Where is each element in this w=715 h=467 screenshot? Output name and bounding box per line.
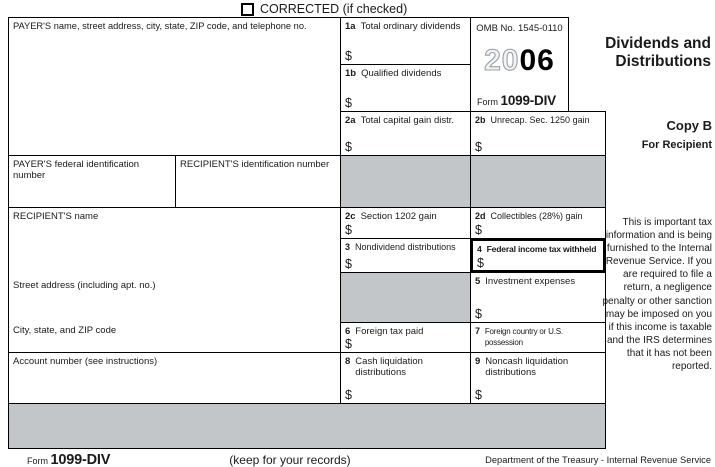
box-5-label: Investment expenses xyxy=(485,276,576,287)
box-4-number: 4 xyxy=(477,244,482,254)
box-1b-dollar-sign: $ xyxy=(345,96,352,110)
payer-federal-id-label: PAYER'S federal identification number xyxy=(13,159,140,181)
box-1b-label: Qualified dividends xyxy=(361,68,442,79)
form-word: Form xyxy=(477,97,498,107)
box-9-number: 9 xyxy=(475,356,481,367)
box-4-federal-income-tax-withheld[interactable] xyxy=(470,238,606,273)
treasury-department-label: Department of the Treasury - Internal Revenue Service xyxy=(485,455,711,465)
box-1a-dollar-sign: $ xyxy=(345,49,352,63)
box-2d-collectibles-gain[interactable] xyxy=(470,207,606,239)
account-number-label: Account number (see instructions) xyxy=(13,356,158,367)
box-3-nondividend-distributions[interactable] xyxy=(340,238,471,273)
form-title xyxy=(575,35,711,71)
omb-number: OMB No. 1545-0110 xyxy=(476,23,563,34)
box-2b-number: 2b xyxy=(475,115,486,125)
form-number: 1099-DIV xyxy=(500,93,556,108)
box-3-label: Nondividend distributions xyxy=(355,242,456,252)
corrected-row xyxy=(241,2,407,16)
box-2d-label: Collectibles (28%) gain xyxy=(490,211,583,221)
form-footer xyxy=(0,451,715,467)
recipient-address-block[interactable] xyxy=(8,207,341,353)
box-2a-label: Total capital gain distr. xyxy=(360,115,455,126)
box-8-cash-liquidation[interactable] xyxy=(340,352,471,404)
box-2a-number: 2a xyxy=(345,115,356,126)
box-2d-number: 2d xyxy=(475,211,486,221)
box-2a-dollar-sign: $ xyxy=(345,140,352,154)
box-2d-dollar-sign: $ xyxy=(475,223,482,237)
box-1a-number: 1a xyxy=(345,21,356,32)
shaded-bottom-band xyxy=(8,403,606,449)
recipient-id-field[interactable] xyxy=(175,155,341,208)
box-6-dollar-sign: $ xyxy=(345,337,352,351)
tax-year-bold: 06 xyxy=(519,44,555,77)
box-2a-total-capital-gain[interactable] xyxy=(340,111,471,156)
footer-form-word: Form xyxy=(27,456,48,466)
box-1b-qualified-dividends[interactable] xyxy=(340,64,471,112)
box-8-label: Cash liquidation distributions xyxy=(355,356,423,378)
corrected-label: CORRECTED (if checked) xyxy=(260,2,408,16)
box-5-dollar-sign: $ xyxy=(475,307,482,321)
box-2c-dollar-sign: $ xyxy=(345,223,352,237)
copy-designation xyxy=(605,118,712,151)
payer-name-label: PAYER'S name, street address, city, state, ZIP code, and telephone no. xyxy=(13,21,307,31)
box-9-label: Noncash liquidation distributions xyxy=(485,356,569,378)
box-5-investment-expenses[interactable] xyxy=(470,272,606,323)
form-title-line2: Distributions xyxy=(615,53,711,70)
tax-year-outline: 20 xyxy=(484,44,520,77)
box-1b-number: 1b xyxy=(345,68,357,79)
box-7-foreign-country[interactable] xyxy=(470,322,606,353)
box-7-label: Foreign country or U.S. possession xyxy=(484,327,563,347)
payer-federal-id-field[interactable] xyxy=(8,155,176,208)
tax-year xyxy=(475,46,564,76)
box-2b-label: Unrecap. Sec. 1250 gain xyxy=(490,115,590,125)
keep-for-records-note: (keep for your records) xyxy=(229,453,351,467)
box-2c-number: 2c xyxy=(345,211,356,222)
recipient-name-label: RECIPIENT'S name xyxy=(13,211,99,222)
box-6-number: 6 xyxy=(345,326,351,337)
copy-b-label: Copy B xyxy=(666,118,712,133)
account-number-field[interactable] xyxy=(8,352,341,404)
box-2b-dollar-sign: $ xyxy=(475,140,482,154)
box-4-label: Federal income tax withheld xyxy=(486,244,597,254)
for-recipient-label: For Recipient xyxy=(641,139,712,151)
box-5-number: 5 xyxy=(475,276,481,287)
recipient-id-label: RECIPIENT'S identification number xyxy=(180,159,330,170)
box-9-noncash-liquidation[interactable] xyxy=(470,352,606,404)
form-title-line1: Dividends and xyxy=(605,35,711,52)
payer-name-field[interactable] xyxy=(8,17,341,156)
box-3-number: 3 xyxy=(345,242,351,252)
box-9-dollar-sign: $ xyxy=(475,388,482,402)
recipient-statement: This is important tax information and is being furnished to the Internal Revenue Service. If you are required to file a return, a negligence penalty or other sanction may be imposed on you if this income is taxable and the IRS determines that it has not been reported. xyxy=(602,217,712,373)
box-1a-total-ordinary-dividends[interactable] xyxy=(340,17,471,65)
box-7-number: 7 xyxy=(475,326,480,336)
footer-form-id: 1099-DIV xyxy=(50,452,111,467)
shaded-cell-left xyxy=(340,155,471,208)
form-number-omb xyxy=(477,95,556,108)
box-3-dollar-sign: $ xyxy=(345,257,352,271)
street-address-label: Street address (including apt. no.) xyxy=(13,280,156,291)
box-6-foreign-tax-paid[interactable] xyxy=(340,322,471,353)
box-2b-unrecap-1250-gain[interactable] xyxy=(470,111,606,156)
city-state-zip-label: City, state, and ZIP code xyxy=(13,325,117,336)
box-8-dollar-sign: $ xyxy=(345,388,352,402)
box-6-label: Foreign tax paid xyxy=(355,326,424,337)
box-2c-section-1202-gain[interactable] xyxy=(340,207,471,239)
shaded-cell-box5-left xyxy=(340,272,471,323)
box-8-number: 8 xyxy=(345,356,351,367)
box-4-dollar-sign: $ xyxy=(477,256,484,270)
omb-box xyxy=(470,17,569,112)
box-1a-label: Total ordinary dividends xyxy=(360,21,461,32)
footer-form-number xyxy=(27,452,110,467)
box-2c-label: Section 1202 gain xyxy=(360,211,437,222)
shaded-cell-right xyxy=(470,155,606,208)
corrected-checkbox[interactable] xyxy=(241,3,254,16)
